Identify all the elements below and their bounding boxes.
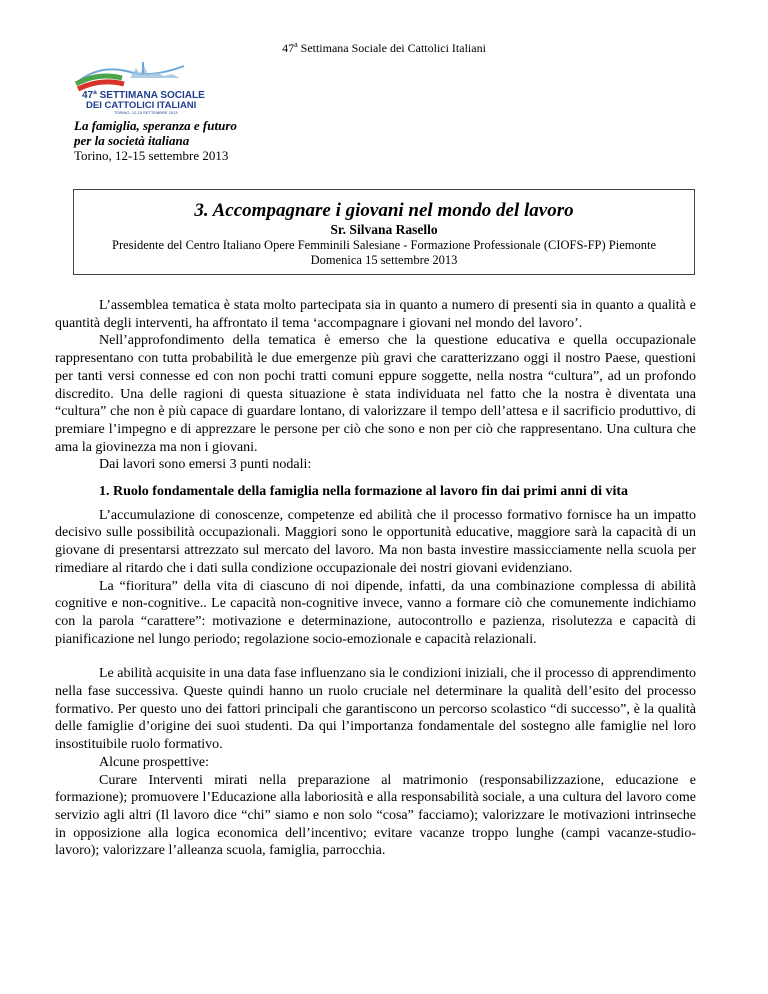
paragraph: Alcune prospettive: [99, 754, 210, 770]
paragraph: L’assemblea tematica è stata molto partecipata sia in quanto a numero di presenti sia in quanto a qualità e quantità degli interventi, ha affrontato il tema ‘accompagnare i giovani nel mondo del lavoro’. [55, 298, 696, 331]
paragraph: Nell’approfondimento della tematica è emerso che la questione educativa e quella occupazionale rappresentano con tutta probabilità le due emergenze più gravi che caratterizzano oggi il nostro Paese, questioni per tanti versi connesse ed con non pochi tratti comuni eppure soggette, nella nostra “cultura”, ad un profondo discredito. Una delle ragioni di questa situazione è stata individuata nel fatto che la nostra è diventata una “cultura” che non è più capace di guardare lontano, di valorizzare il tempo dell’attesa e il sacrificio produttivo, di premiare l’impegno e di apprezzare le persone per ciò che sono e non per ciò che rappresentano. Una cultura che ama la giovinezza ma non i giovani. [55, 333, 696, 455]
paragraph: Dai lavori sono emersi 3 punti nodali: [99, 457, 312, 473]
author-role: Presidente del Centro Italiano Opere Femminili Salesiane - Formazione Professionale (CIOFS-FP) Piemonte [112, 238, 656, 252]
document-title: 3. Accompagnare i giovani nel mondo del lavoro [194, 200, 574, 221]
settimana-sociale-logo [72, 58, 205, 116]
author-name: Sr. Silvana Rasello [330, 222, 438, 237]
paragraph-gap [55, 648, 696, 665]
subtitle-line2: per la società italiana [74, 133, 190, 148]
running-head-text: Settimana Sociale dei Cattolici Italiani [297, 41, 486, 55]
paragraph: Le abilità acquisite in una data fase influenzano sia le condizioni iniziali, che il processo di apprendimento nella fase successiva. Queste quindi hanno un ruolo cruciale nel determinare la qualità dell’esito del processo formativo. Per questo uno dei fattori principali che garantiscono un percorso scolastico “di successo”, è la qualità delle famiglie d’origine dei suoi studenti. Da qui l’importanza fondamentale del sostegno alle famiglie nel loro insostituibile ruolo formativo. [55, 666, 696, 753]
logo-line1: 47ª SETTIMANA SOCIALE [82, 90, 205, 101]
section-heading: 1. Ruolo fondamentale della famiglia nella formazione al lavoro fin dai primi anni di vita [99, 484, 629, 500]
logo-line2: DEI CATTOLICI ITALIANI [86, 100, 197, 111]
paragraph: La “fioritura” della vita di ciascuno di noi dipende, infatti, da una combinazione complessa di abilità cognitive e non-cognitive.. Le capacità non-cognitive invece, vanno a formare ciò che comunemente indichiamo con la parola “carattere”: motivazione e determinazione, autocontrollo e pazienza, risolutezza e capacità di pianificazione nel lungo periodo; regolazione socio-emozionale e capacità relazionali. [55, 578, 696, 647]
subtitle-line1: La famiglia, speranza e futuro [74, 118, 237, 133]
title-box [73, 189, 695, 275]
conference-subtitle [74, 118, 237, 163]
running-head-number: 47 [282, 41, 295, 55]
document-body [55, 297, 696, 860]
logo-line3: TORINO, 12-15 SETTEMBRE 2013 [114, 110, 178, 115]
running-head [0, 40, 768, 56]
paragraph: Curare Interventi mirati nella preparazione al matrimonio (responsabilizzazione, educazione e formazione); promuovere l’Educazione alla laboriosità e alla responsabilità sociale, a una cultura del lavoro come servizio agli altri (Il lavoro dice “chi” siamo e non solo “cosa” facciamo); valorizzare le motivazioni intrinseche in opposizione alla logica economica dell’incentivo; evitare vacanze troppo lunghe (campi vacanze-studio-lavoro); valorizzare l’alleanza scuola, famiglia, parrocchia. [55, 772, 696, 859]
paragraph: L’accumulazione di conoscenze, competenze ed abilità che il processo formativo fornisce ha un impatto decisivo sulle possibilità occupazionali. Maggiori sono le opportunità educative, maggiore sarà la capacità di un giovane di presentarsi attrezzato sul mercato del lavoro. Ma non basta investire massicciamente nella scuola per rimediare al ritardo che i dati sulla condizione occupazionale dei nostri giovani evidenziano. [55, 507, 696, 576]
subtitle-line3: Torino, 12-15 settembre 2013 [74, 148, 229, 163]
running-head-ordinal: a [294, 40, 298, 49]
document-date: Domenica 15 settembre 2013 [310, 253, 458, 267]
